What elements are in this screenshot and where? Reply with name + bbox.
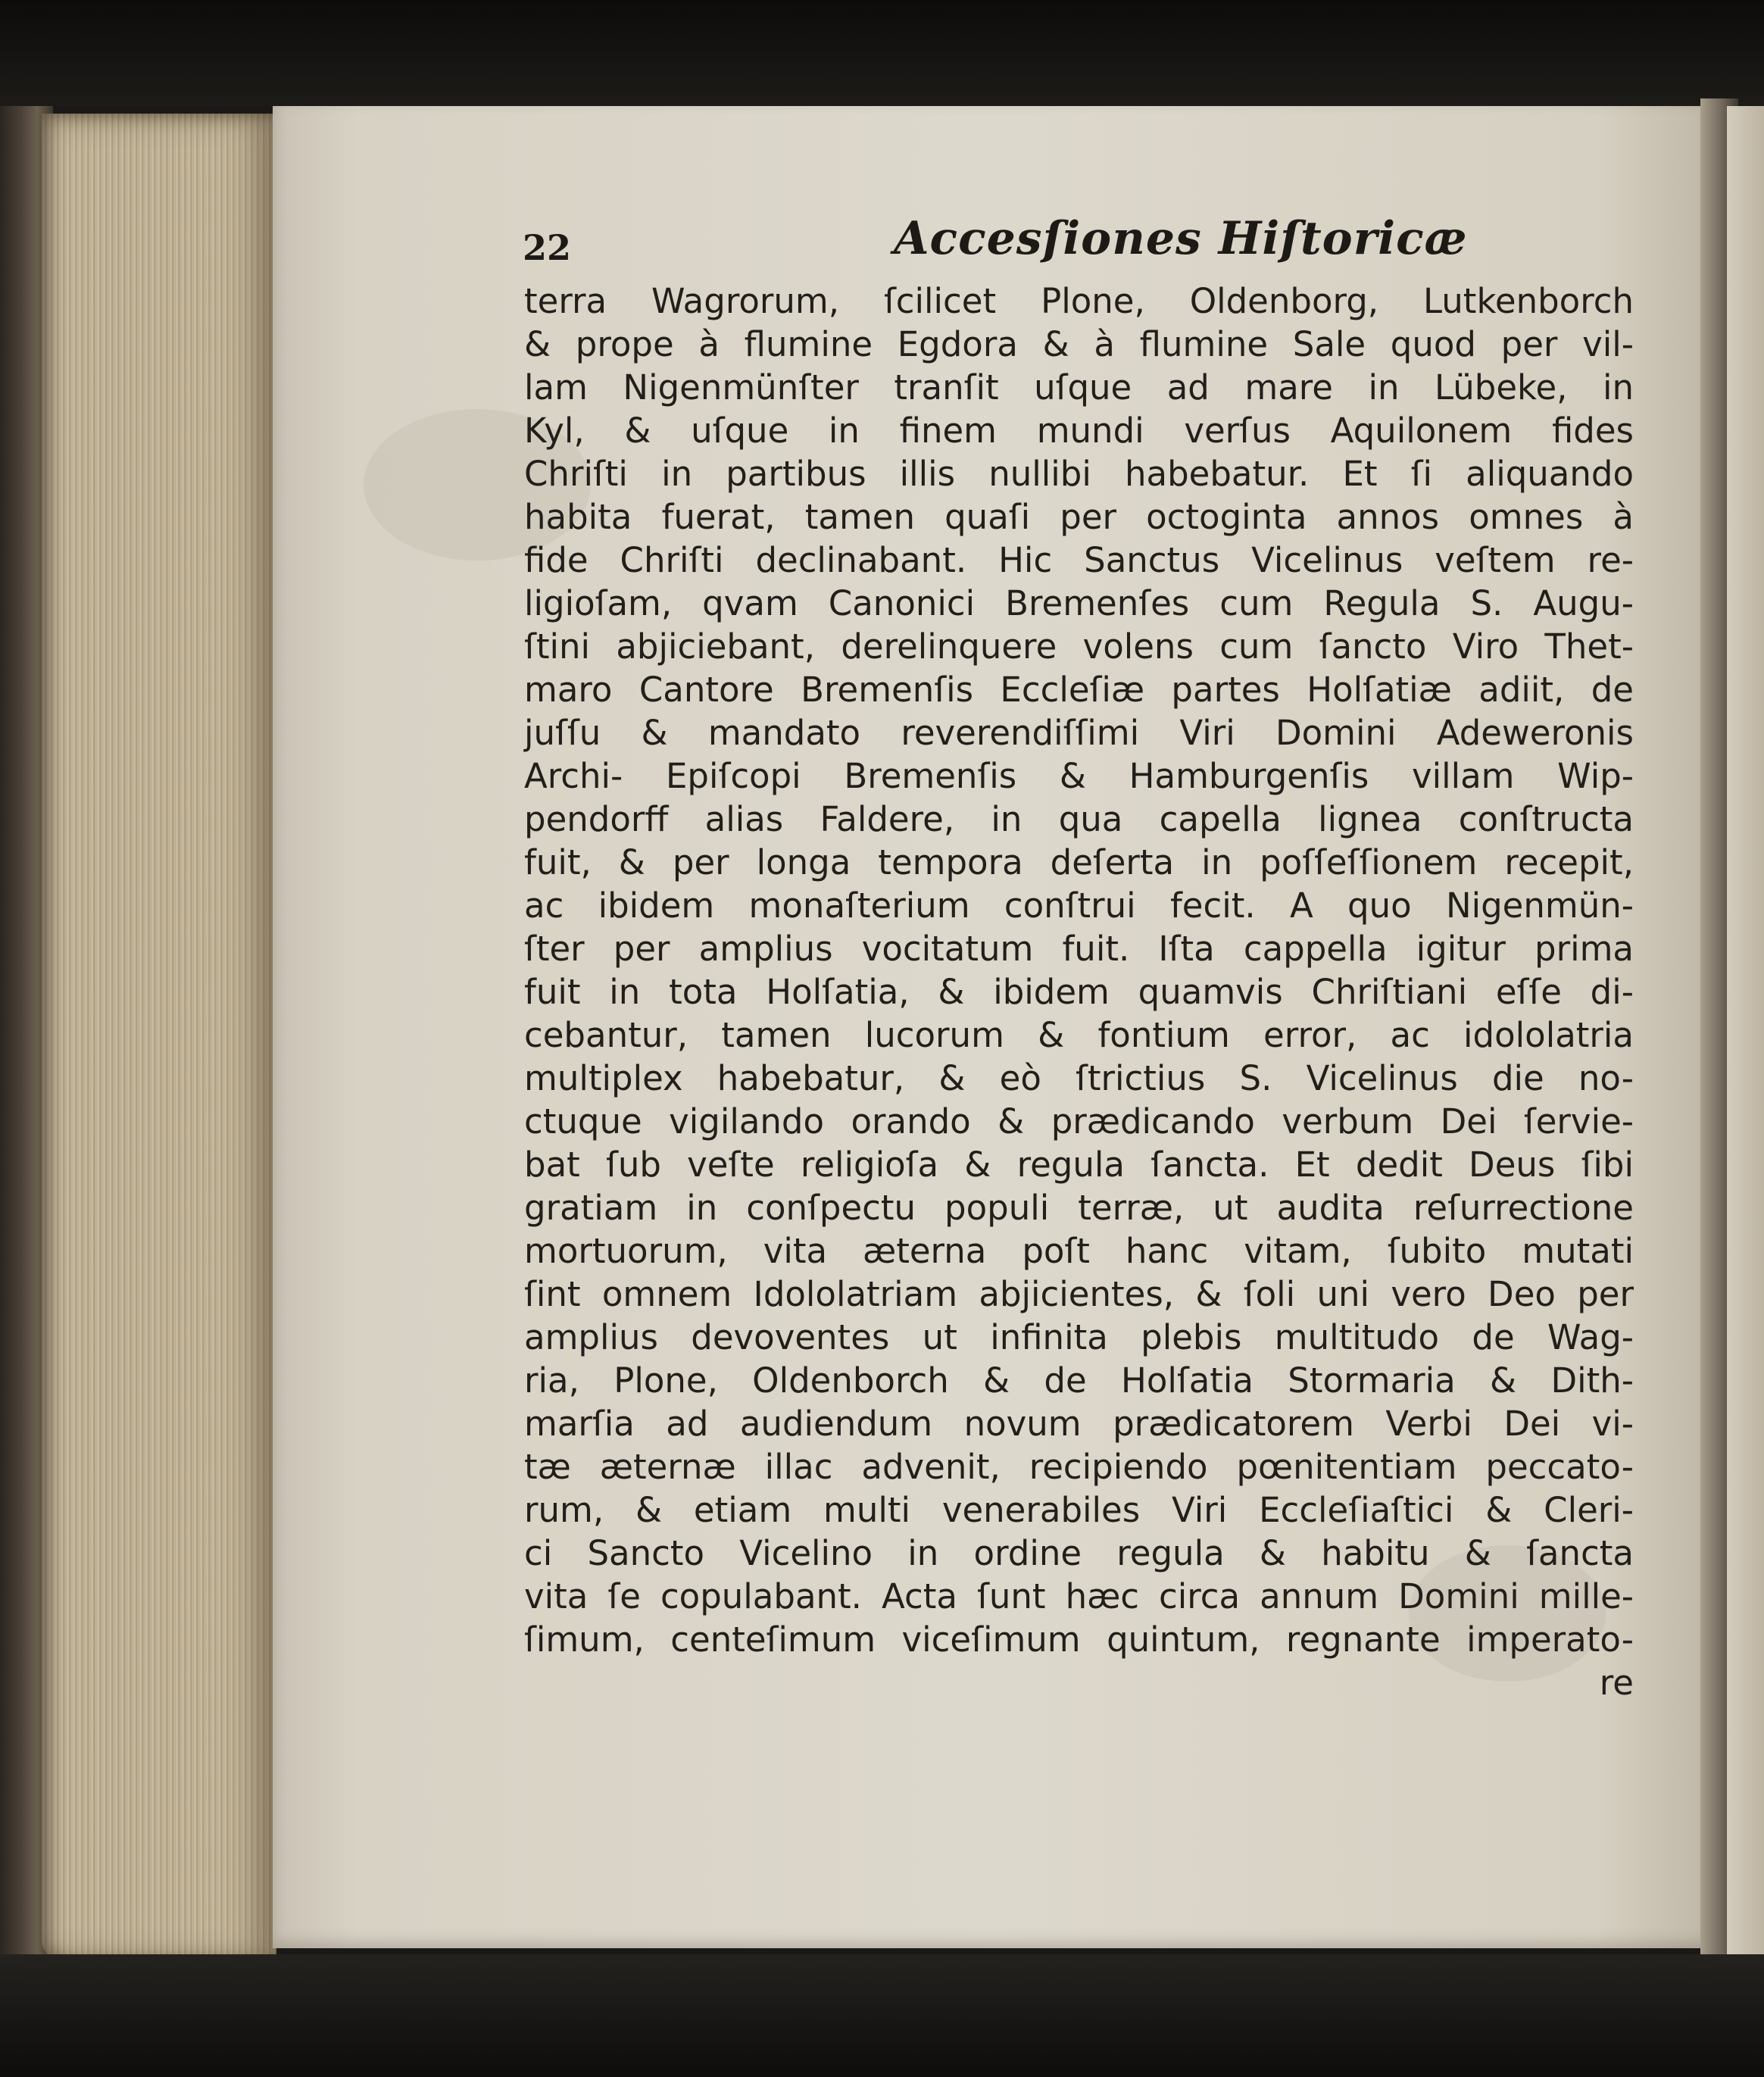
text-line: ſter per amplius vocitatum fuit. Iſta cappella igitur prima [524,929,1634,969]
text-line: terra Wagrorum, ſcilicet Plone, Oldenborg, Lutkenborch [524,281,1634,321]
text-line: ctuque vigilando orando & prædicando verbum Dei ſervie- [524,1101,1634,1142]
text-line: habita fuerat, tamen quaſi per octoginta annos omnes à [524,497,1634,537]
text-line: gratiam in conſpectu populi terræ, ut audita reſurrectione [524,1188,1634,1228]
text-line: fide Chriſti declinabant. Hic Sanctus Vicelinus veſtem re- [524,540,1634,580]
text-line: mortuorum, vita æterna poſt hanc vitam, ſubito mutati [524,1231,1634,1271]
body-text [524,279,1634,1703]
text-line: fuit, & per longa tempora deſerta in poſſeſſionem recepit, [524,842,1634,882]
text-line: maro Cantore Bremenſis Eccleſiæ partes Holſatiæ adiit, de [524,670,1634,710]
text-line: amplius devoventes ut infinita plebis multitudo de Wag- [524,1317,1634,1357]
text-line: Kyl, & uſque in finem mundi verſus Aquilonem fides [524,411,1634,451]
text-line: ſimum, centeſimum viceſimum quintum, regnante imperato- [524,1619,1634,1660]
text-line: pendorff alias Faldere, in qua capella lignea conſtructa [524,799,1634,839]
text-line: & prope à flumine Egdora & à flumine Sale quod per vil- [524,324,1634,364]
text-line: Chriſti in partibus illis nullibi habebatur. Et ſi aliquando [524,454,1634,494]
catchword: re [1599,1663,1634,1703]
facing-page-edge [1727,106,1764,1954]
text-line: ſtini abjiciebant, derelinquere volens cum ſancto Viro Thet- [524,626,1634,667]
text-line: Archi- Epiſcopi Bremenſis & Hamburgenſis villam Wip- [524,756,1634,796]
text-line: tæ æternæ illac advenit, recipiendo pœnitentiam peccato- [524,1447,1634,1487]
text-line: ligioſam, qvam Canonici Bremenſes cum Regula S. Augu- [524,583,1634,623]
text-line: ac ibidem monaſterium conſtrui fecit. A quo Nigenmün- [524,885,1634,926]
page-number: 22 [523,227,572,268]
text-line: ria, Plone, Oldenborch & de Holſatia Stormaria & Dith- [524,1360,1634,1401]
text-line: lam Nigenmünſter tranſit uſque ad mare in Lübeke, in [524,367,1634,408]
dark-background-top [0,0,1764,106]
text-line: fuit in tota Holſatia, & ibidem quamvis Chriſtiani eſſe di- [524,972,1634,1012]
text-line: multiplex habebatur, & eò ſtrictius S. Vicelinus die no- [524,1058,1634,1098]
text-line: rum, & etiam multi venerabiles Viri Eccleſiaſtici & Cleri- [524,1490,1634,1530]
page-stack-edges [42,114,276,1962]
text-line: marſia ad audiendum novum prædicatorem Verbi Dei vi- [524,1404,1634,1444]
text-line: ci Sancto Vicelino in ordine regula & habitu & ſancta [524,1533,1634,1573]
text-line: ſint omnem Idololatriam abjicientes, & ſoli uni vero Deo per [524,1274,1634,1314]
dark-background-bottom [0,1954,1764,2077]
text-line: juſſu & mandato reverendiſſimi Viri Domini Adeweronis [524,713,1634,753]
text-line: bat ſub veſte religioſa & regula ſancta. Et dedit Deus ſibi [524,1145,1634,1185]
text-line: cebantur, tamen lucorum & fontium error, ac idololatria [524,1015,1634,1055]
running-title: Accesſiones Hiſtoricæ [894,212,1468,265]
text-line: vita ſe copulabant. Acta ſunt hæc circa annum Domini mille- [524,1576,1634,1616]
